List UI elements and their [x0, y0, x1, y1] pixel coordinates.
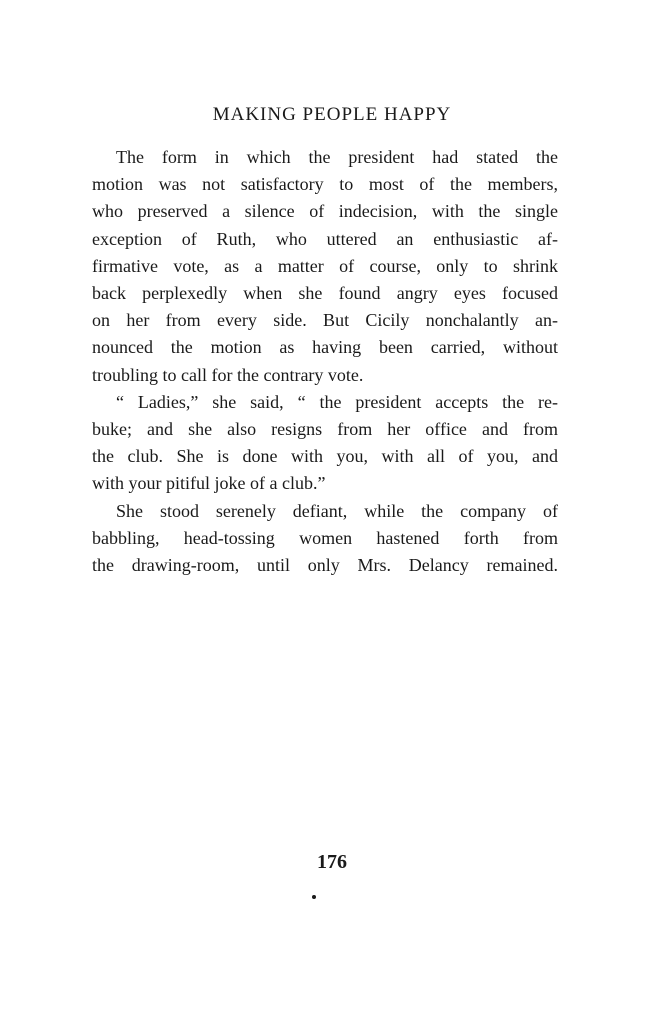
paragraph-2: [92, 389, 558, 498]
text-line: troubling to call for the contrary vote.: [92, 364, 364, 385]
paragraph-3: [92, 498, 558, 580]
text-line: the drawing-room, until only Mrs. Delancy remained.: [92, 555, 558, 576]
text-line: The form in which the president had stated the: [116, 147, 558, 167]
text-line: nounced the motion as having been carried, without: [92, 337, 558, 358]
text-line: She stood serenely defiant, while the company of: [116, 500, 558, 521]
text-line: with your pitiful joke of a club.”: [92, 473, 326, 494]
body-text: [92, 144, 558, 579]
text-line: motion was not satisfactory to most of the members,: [92, 174, 558, 195]
text-line: “ Ladies,” she said, “ the president accepts the re-: [116, 391, 558, 412]
text-line: firmative vote, as a matter of course, only to shrink: [92, 255, 558, 276]
text-line: babbling, head-tossing women hastened forth from: [92, 527, 558, 548]
text-line: buke; and she also resigns from her office and from: [92, 419, 558, 440]
running-head: MAKING PEOPLE HAPPY: [212, 104, 452, 125]
text-line: on her from every side. But Cicily nonchalantly an-: [92, 310, 558, 331]
text-line: who preserved a silence of indecision, with the single: [92, 201, 558, 222]
text-line: exception of Ruth, who uttered an enthusiastic af-: [92, 228, 558, 249]
text-line: the club. She is done with you, with all of you, and: [92, 446, 558, 467]
text-line: back perplexedly when she found angry eyes focused: [92, 283, 558, 304]
printer-mark: [312, 895, 316, 899]
paragraph-1: [92, 144, 558, 389]
page-number: 176: [317, 851, 347, 873]
